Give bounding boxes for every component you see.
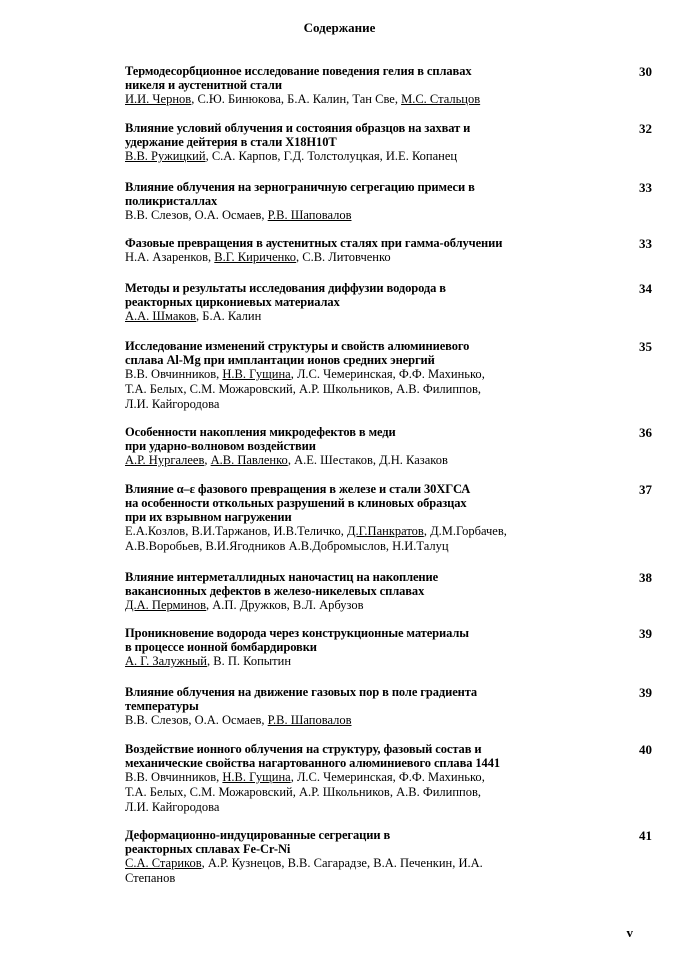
entry-page-number: 39 — [639, 626, 652, 641]
author-name: Н.И.Талуц — [392, 539, 449, 553]
author-separator: , — [204, 453, 211, 467]
entry-authors — [125, 250, 595, 265]
author-separator: , — [389, 382, 397, 396]
author-separator: , — [292, 785, 299, 799]
author-name: А.Р. Кузнецов — [207, 856, 282, 870]
author-separator: , — [277, 149, 284, 163]
author-name: С.В. Литовченко — [302, 250, 391, 264]
author-separator: , — [188, 713, 195, 727]
author-name-presenter: Р.В. Шаповалов — [267, 208, 352, 222]
entry-authors — [125, 208, 595, 223]
author-separator: , — [392, 367, 399, 381]
entry-page-number: 37 — [639, 482, 652, 497]
author-name: С.А. Карпов — [211, 149, 278, 163]
entry-authors — [125, 309, 595, 324]
author-separator: , — [477, 785, 481, 799]
entry-authors — [125, 92, 595, 107]
author-name: Т.А. Белых — [125, 785, 184, 799]
author-separator: , — [346, 92, 353, 106]
author-separator: , — [188, 208, 195, 222]
author-separator: , — [481, 367, 485, 381]
author-name: Ф.Ф. Махинько — [398, 770, 482, 784]
author-separator: , — [372, 453, 380, 467]
author-separator: , — [208, 250, 215, 264]
author-name-presenter: А. Г. Залужный — [125, 654, 208, 668]
entry-title: Влияние условий облучения и состояния образцов на захват и удержание дейтерия в стали Х18Н10Т — [125, 121, 471, 149]
author-separator: , — [196, 309, 203, 323]
author-separator: , — [292, 382, 299, 396]
author-separator: , — [392, 770, 399, 784]
author-name: И.Е. Копанец — [385, 149, 458, 163]
author-name-presenter: Н.В. Гущина — [222, 367, 291, 381]
author-name: В.В. Слезов — [125, 713, 189, 727]
author-separator: , — [290, 770, 297, 784]
toc-entry[interactable] — [125, 281, 660, 324]
author-name-presenter: М.С. Стальцов — [401, 92, 481, 106]
author-name: Л.И. Кайгородова — [125, 800, 220, 814]
entry-page-number: 36 — [639, 425, 652, 440]
entry-page-number: 35 — [639, 339, 652, 354]
author-name: А.Р. Школьников — [299, 785, 390, 799]
author-separator: , — [216, 367, 223, 381]
author-separator: , — [267, 524, 274, 538]
author-name: А.Е. Шестаков — [294, 453, 373, 467]
author-separator: , — [296, 250, 303, 264]
author-separator: , — [183, 382, 190, 396]
author-separator: , — [183, 785, 190, 799]
author-name: Г.Д. Толстолуцкая — [283, 149, 380, 163]
author-name: В.В. Сагарадзе — [287, 856, 367, 870]
author-name: Степанов — [125, 871, 176, 885]
author-separator: , — [199, 539, 206, 553]
author-separator: , — [379, 149, 386, 163]
author-separator: , — [290, 367, 297, 381]
entry-page-number: 34 — [639, 281, 652, 296]
entry-title: Влияние α–ε фазового превращения в железе и стали 30ХГСА на особенности откольных разрушений в клиновых образцах при их взрывном нагружении — [125, 482, 471, 524]
author-name-presenter: Д.А. Перминов — [125, 598, 207, 612]
entry-authors — [125, 149, 595, 164]
author-separator: , — [280, 92, 288, 106]
author-separator: , — [423, 524, 431, 538]
toc-entry[interactable] — [125, 482, 660, 554]
author-name-presenter: В.Г. Кириченко — [214, 250, 296, 264]
entry-authors — [125, 524, 595, 554]
entry-title: Влияние облучения на зернограничную сегрегацию примеси в поликристаллах — [125, 180, 475, 208]
author-name: А.В. Филиппов — [396, 382, 478, 396]
entry-title: Влияние облучения на движение газовых пор в поле градиента температуры — [125, 685, 478, 713]
author-separator: , — [185, 524, 192, 538]
author-name: Л.С. Чемеринская — [296, 367, 393, 381]
entry-authors — [125, 598, 595, 613]
author-separator: , — [481, 770, 485, 784]
entry-authors — [125, 856, 595, 886]
toc-entry[interactable] — [125, 570, 660, 613]
entry-title: Исследование изменений структуры и свойств алюминиевого сплава Al-Mg при имплантации ионов средних энергий — [125, 339, 470, 367]
author-name: Т.А. Белых — [125, 382, 184, 396]
entry-page-number: 40 — [639, 742, 652, 757]
author-separator: , — [340, 524, 347, 538]
author-name: Тан Све — [352, 92, 395, 106]
entry-title: Методы и результаты исследования диффузии водорода в реакторных циркониевых материалах — [125, 281, 446, 309]
author-name: В.В. Овчинников — [125, 367, 217, 381]
author-name: А.В. Филиппов — [396, 785, 478, 799]
author-separator: , — [477, 382, 481, 396]
author-name: С.М. Можаровский — [189, 382, 293, 396]
author-name: Д.Н. Казаков — [379, 453, 448, 467]
toc-entry[interactable] — [125, 64, 660, 107]
author-name: Л.И. Кайгородова — [125, 397, 220, 411]
author-name: Б.А. Калин — [202, 309, 262, 323]
entry-page-number: 39 — [639, 685, 652, 700]
author-separator: , — [201, 856, 208, 870]
page-title: Содержание — [303, 20, 376, 35]
author-name: И.В.Теличко — [273, 524, 341, 538]
entry-title: Проникновение водорода через конструкционные материалы в процессе ионной бомбардировки — [125, 626, 469, 654]
entry-title: Деформационно-индуцированные сегрегации в реакторных сплавах Fe-Cr-Ni — [125, 828, 391, 856]
entry-title: Фазовые превращения в аустенитных сталях при гамма-облучении — [125, 236, 503, 250]
author-name: В.И.Ягодников — [205, 539, 286, 553]
toc-entry[interactable] — [125, 685, 660, 728]
toc-entry[interactable] — [125, 626, 660, 669]
entry-authors — [125, 453, 595, 468]
entry-page-number: 33 — [639, 236, 652, 251]
author-name-presenter: С.А. Стариков — [125, 856, 202, 870]
entry-authors — [125, 770, 595, 815]
author-name: А.П. Дружков — [212, 598, 287, 612]
author-name: А.В.Добромыслов — [288, 539, 386, 553]
author-name: О.А. Осмаев — [194, 208, 262, 222]
author-name: В.И.Таржанов — [191, 524, 268, 538]
author-separator: , — [286, 598, 293, 612]
entry-title: Особенности накопления микродефектов в меди при ударно-волновом воздействии — [125, 425, 396, 453]
author-name: Б.А. Калин — [287, 92, 347, 106]
toc-entry[interactable] — [125, 121, 660, 164]
author-name: А.В.Воробьев — [125, 539, 200, 553]
author-name: В. П. Копытин — [213, 654, 292, 668]
author-name-presenter: Р.В. Шаповалов — [267, 713, 352, 727]
entry-authors — [125, 654, 595, 669]
entry-page-number: 30 — [639, 64, 652, 79]
author-separator: , — [261, 713, 268, 727]
author-separator: , — [389, 785, 397, 799]
author-separator: , — [287, 453, 295, 467]
author-name-presenter: А.А. Шмаков — [125, 309, 197, 323]
author-name: Л.С. Чемеринская — [296, 770, 393, 784]
entry-page-number: 38 — [639, 570, 652, 585]
author-separator: , — [216, 770, 223, 784]
author-name-presenter: И.И. Чернов — [125, 92, 192, 106]
entry-authors — [125, 713, 595, 728]
toc-entry[interactable] — [125, 339, 660, 412]
author-name: Н.А. Азаренков — [125, 250, 209, 264]
author-separator: , — [394, 92, 402, 106]
toc-entry[interactable] — [125, 425, 660, 468]
author-name: Д.М.Горбачев — [430, 524, 504, 538]
author-separator: , — [452, 856, 459, 870]
entry-authors — [125, 367, 595, 412]
author-name-presenter: Н.В. Гущина — [222, 770, 291, 784]
author-name: С.М. Можаровский — [189, 785, 293, 799]
author-separator: , — [367, 856, 374, 870]
author-name: В.А. Печенкин — [373, 856, 453, 870]
author-separator: , — [207, 654, 214, 668]
author-separator: , — [281, 856, 288, 870]
author-separator: , — [205, 149, 212, 163]
author-name: С.Ю. Бинюкова — [197, 92, 281, 106]
author-name: В.В. Слезов — [125, 208, 189, 222]
author-name: А.Р. Школьников — [299, 382, 390, 396]
author-separator: , — [261, 208, 268, 222]
entry-title: Термодесорбционное исследование поведения гелия в сплавах никеля и аустенитной стали — [125, 64, 472, 92]
toc-entry[interactable] — [125, 742, 660, 815]
author-name-presenter: А.В. Павленко — [210, 453, 288, 467]
author-separator: , — [385, 539, 393, 553]
toc-entry[interactable] — [125, 180, 660, 223]
author-separator: , — [206, 598, 213, 612]
author-name: И.А. — [458, 856, 483, 870]
author-name-presenter: В.В. Ружицкий — [125, 149, 206, 163]
entry-title: Влияние интерметаллидных наночастиц на накопление вакансионных дефектов в железо-никелевых сплавах — [125, 570, 439, 598]
author-name: В.В. Овчинников — [125, 770, 217, 784]
author-name: Е.А.Козлов — [125, 524, 186, 538]
entry-page-number: 33 — [639, 180, 652, 195]
entry-page-number: 41 — [639, 828, 652, 843]
footer-page-number: v — [626, 925, 633, 940]
author-separator: , — [191, 92, 198, 106]
entry-page-number: 32 — [639, 121, 652, 136]
author-name-presenter: А.Р. Нургалеев — [125, 453, 205, 467]
author-name: Ф.Ф. Махинько — [398, 367, 482, 381]
author-name: О.А. Осмаев — [194, 713, 262, 727]
toc-entry[interactable] — [125, 236, 660, 265]
author-name: В.Л. Арбузов — [292, 598, 364, 612]
author-name-presenter: Д.Г.Панкратов — [346, 524, 424, 538]
toc-entry[interactable] — [125, 828, 660, 886]
entry-title: Воздействие ионного облучения на структуру, фазовый состав и механические свойства нагартованного алюминиевого сплава 1441 — [125, 742, 501, 770]
author-separator: , — [503, 524, 507, 538]
